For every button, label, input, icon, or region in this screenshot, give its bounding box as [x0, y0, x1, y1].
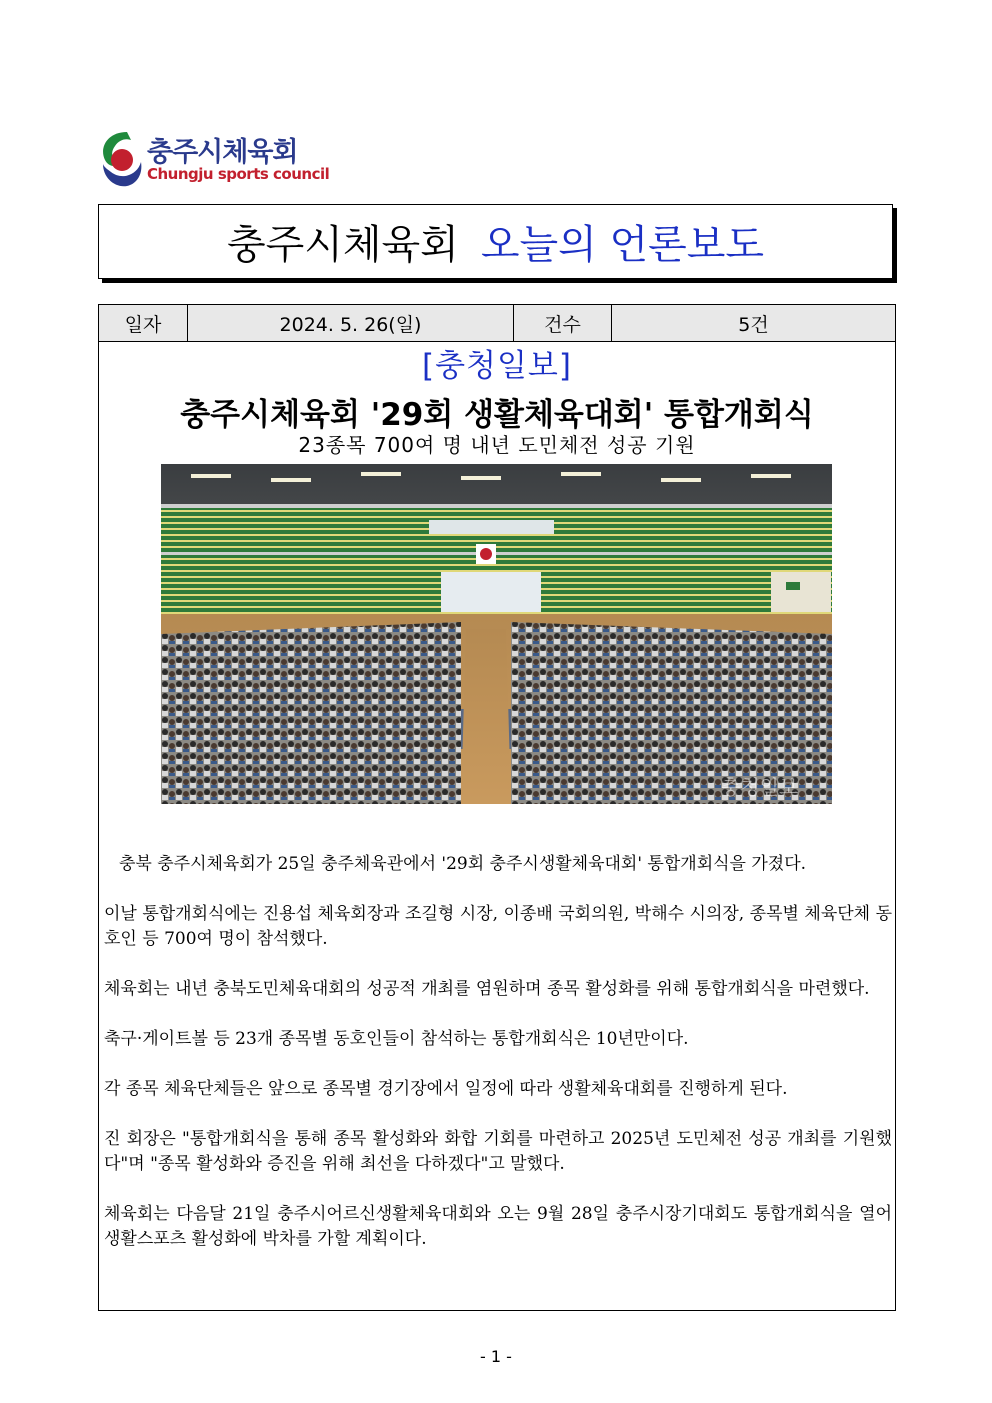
- banner-org-name: 충주시체육회: [226, 222, 459, 268]
- article-title: 충주시체육회 '29회 생활체육대회' 통합개회식: [180, 397, 814, 433]
- photo-watermark: 충청일보: [721, 775, 799, 799]
- article-paragraph: 각 종목 체육단체들은 앞으로 종목별 경기장에서 일정에 따라 생활체육대회를 진행하게 된다.: [104, 1079, 788, 1099]
- article-photo: [161, 464, 832, 804]
- article-subtitle: 23종목 700여 명 내년 도민체전 성공 기원: [298, 433, 696, 457]
- logo-korean-name: 충주시체육회: [147, 137, 298, 168]
- count-label: 건수: [514, 305, 612, 341]
- info-row: [99, 305, 895, 342]
- gymnasium-ceremony-image: [161, 464, 832, 804]
- banner-label: 오늘의 언론보도: [480, 222, 765, 268]
- press-report-box: [98, 304, 896, 1311]
- date-label: 일자: [99, 305, 188, 341]
- article-paragraph: 충북 충주시체육회가 25일 충주체육관에서 '29회 충주시생활체육대회' 통합개회식을 가졌다.: [119, 854, 807, 874]
- news-source: [충청일보]: [422, 348, 572, 384]
- article-paragraph: 체육회는 내년 충북도민체육대회의 성공적 개최를 염원하며 종목 활성화를 위해 통합개회식을 마련했다.: [104, 979, 870, 999]
- page-number: - 1 -: [480, 1347, 512, 1366]
- count-value: 5건: [738, 313, 769, 336]
- article-paragraph: 이날 통합개회식에는 진용섭 체육회장과 조길형 시장, 이종배 국회의원, 박해수 시의장, 종목별 체육단체 동호인 등 700여 명이 참석했다.: [104, 904, 892, 949]
- article-paragraph: 축구·게이트볼 등 23개 종목별 동호인들이 참석하는 통합개회식은 10년만이다.: [104, 1029, 689, 1049]
- header-banner: [98, 204, 893, 279]
- article-paragraph: 체육회는 다음달 21일 충주시어르신생활체육대회와 오는 9월 28일 충주시장기대회도 통합개회식을 열어 생활스포츠 활성화에 박차를 가할 계획이다.: [104, 1204, 892, 1249]
- org-logo: [97, 128, 330, 190]
- article-body: [104, 852, 892, 1277]
- sports-council-emblem-icon: [97, 128, 143, 188]
- article-paragraph: 진 회장은 "통합개회식을 통해 종목 활성화와 화합 기회를 마련하고 2025년 도민체전 성공 개최를 기원했다"며 "종목 활성화와 증진을 위해 최선을 다하겠다"고 말했다.: [104, 1129, 892, 1174]
- logo-english-name: Chungju sports council: [147, 165, 330, 183]
- date-value: 2024. 5. 26(일): [188, 305, 514, 341]
